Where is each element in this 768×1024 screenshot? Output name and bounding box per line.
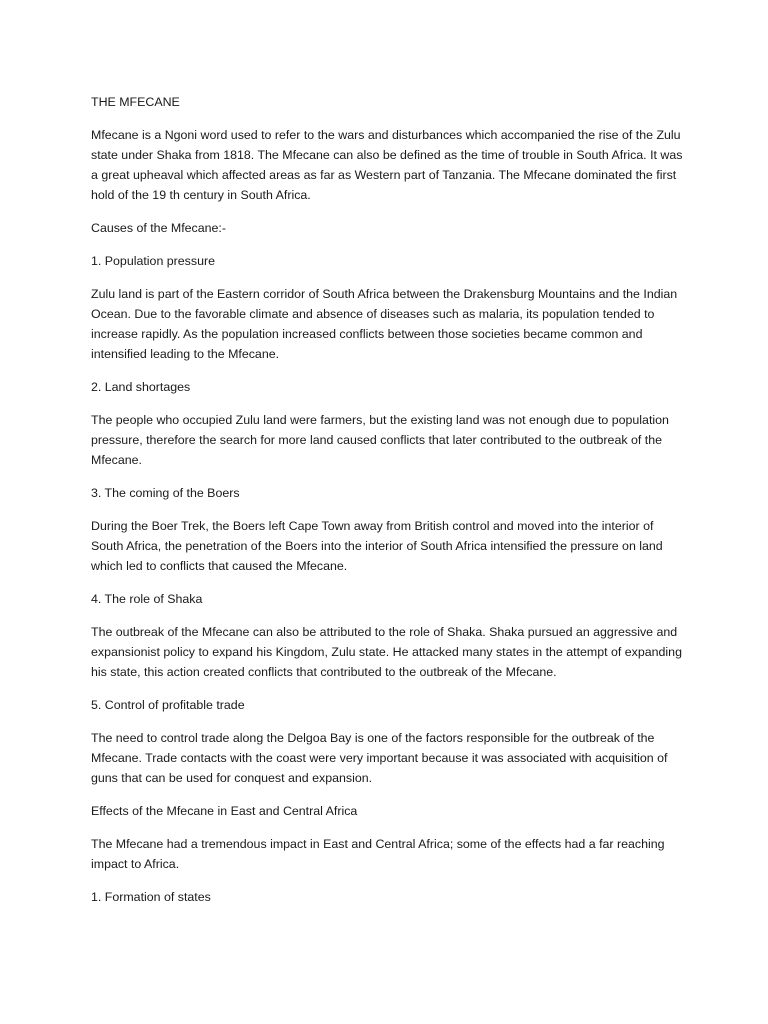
causes-heading: Causes of the Mfecane:- xyxy=(91,221,226,236)
document-body xyxy=(91,92,683,920)
effects-intro-paragraph: The Mfecane had a tremendous impact in East and Central Africa; some of the effects had a far reaching impact to Africa. xyxy=(91,837,665,872)
effects-heading: Effects of the Mfecane in East and Central Africa xyxy=(91,804,358,819)
cause-heading: 2. Land shortages xyxy=(91,380,191,395)
cause-paragraph: During the Boer Trek, the Boers left Cape Town away from British control and moved into the interior of South Africa, the penetration of the Boers into the interior of South Africa intensified the pressure on land which led to conflicts that caused the Mfecane. xyxy=(91,519,663,574)
cause-paragraph: The people who occupied Zulu land were farmers, but the existing land was not enough due to population pressure, therefore the search for more land caused conflicts that later contributed to the outbreak of the Mfecane. xyxy=(91,413,669,468)
cause-paragraph: The outbreak of the Mfecane can also be attributed to the role of Shaka. Shaka pursued an aggressive and expansionist policy to expand his Kingdom, Zulu state. He attacked many states in the attempt of expanding his state, this action created conflicts that contributed to the outbreak of the Mfecane. xyxy=(91,625,682,680)
cause-heading: 1. Population pressure xyxy=(91,254,215,268)
intro-paragraph: Mfecane is a Ngoni word used to refer to the wars and disturbances which accompanied the rise of the Zulu state under Shaka from 1818. The Mfecane can also be defined as the time of trouble in South Africa. It was a great upheaval which affected areas as far as Western part of Tanzania. The Mfecane dominated the first hold of the 19 th century in South Africa. xyxy=(91,127,683,203)
cause-heading: 3. The coming of the Boers xyxy=(91,486,240,501)
cause-heading: 4. The role of Shaka xyxy=(91,592,203,607)
cause-paragraph: The need to control trade along the Delgoa Bay is one of the factors responsible for the outbreak of the Mfecane. Trade contacts with the coast were very important because it was associated with acquisition of guns that can be used for conquest and expansion. xyxy=(91,731,668,786)
cause-heading: 5. Control of profitable trade xyxy=(91,698,245,713)
cause-paragraph: Zulu land is part of the Eastern corridor of South Africa between the Drakensburg Mountains and the Indian Ocean. Due to the favorable climate and absence of diseases such as malaria, its population tended to increase rapidly. As the population increased conflicts between those societies became common and intensified leading to the Mfecane. xyxy=(91,286,678,362)
document-title: THE MFECANE xyxy=(91,95,180,109)
effect-heading: 1. Formation of states xyxy=(91,890,211,904)
